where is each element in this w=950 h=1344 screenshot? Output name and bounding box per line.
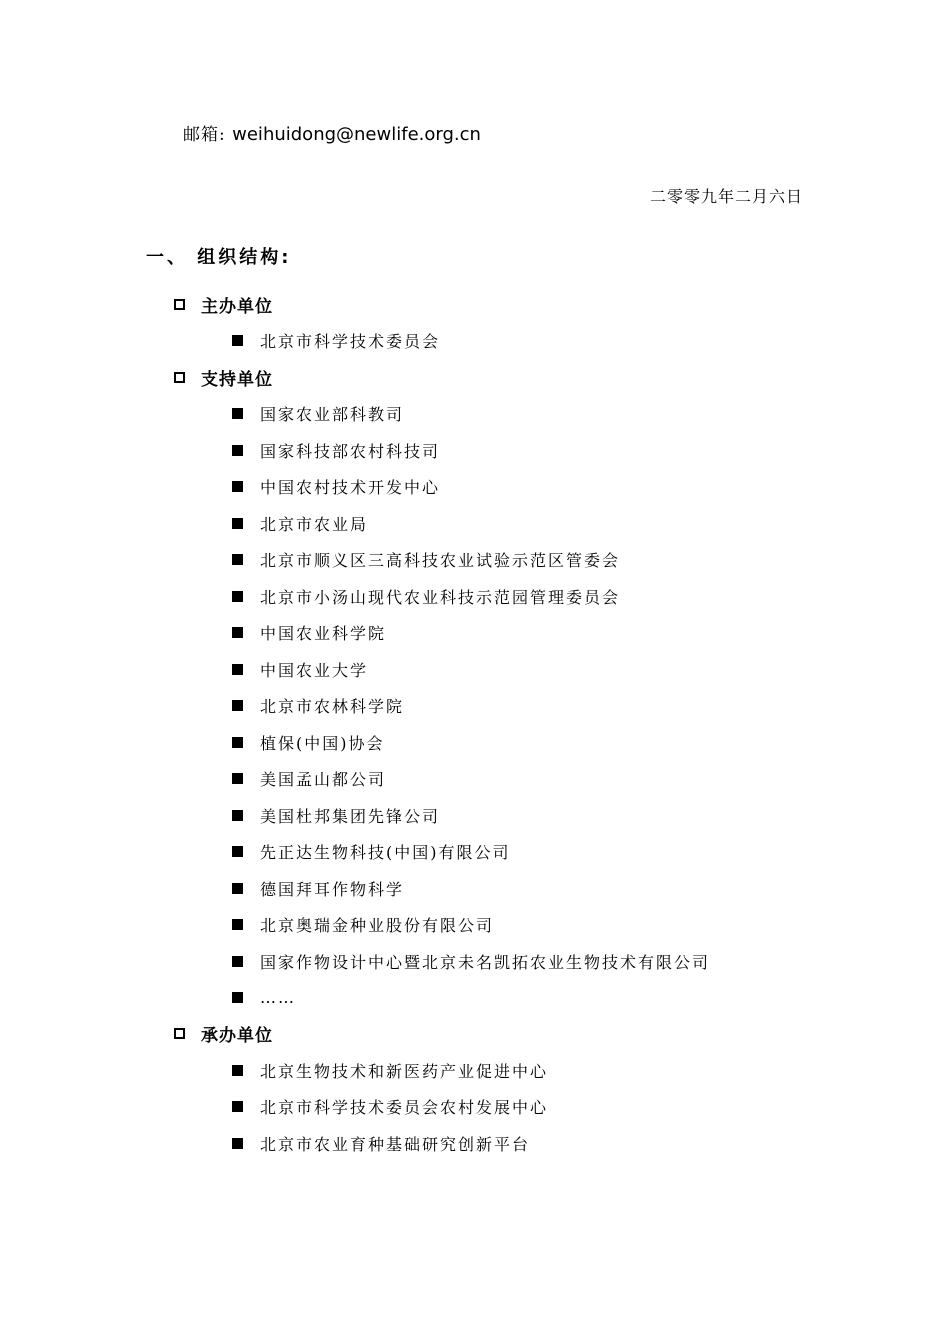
filled-square-bullet-icon — [232, 335, 243, 346]
list-item — [232, 948, 710, 974]
email-line — [183, 120, 481, 145]
hollow-square-bullet-icon — [174, 372, 185, 383]
list-item — [232, 619, 386, 645]
list-item-text: 美国孟山都公司 — [260, 769, 387, 789]
group-title: 主办单位 — [201, 296, 273, 317]
list-item — [232, 692, 404, 718]
list-item — [232, 327, 440, 353]
list-item — [232, 1130, 530, 1156]
filled-square-bullet-icon — [232, 591, 243, 602]
hollow-square-bullet-icon — [174, 1028, 185, 1039]
list-item — [232, 984, 296, 1010]
list-item — [232, 765, 386, 791]
list-item-text: 国家科技部农村科技司 — [260, 441, 441, 461]
filled-square-bullet-icon — [232, 627, 243, 638]
list-item-text: 北京生物技术和新医药产业促进中心 — [260, 1061, 549, 1081]
email-label: 邮箱: — [183, 125, 226, 145]
filled-square-bullet-icon — [232, 1065, 243, 1076]
list-item — [232, 400, 404, 426]
filled-square-bullet-icon — [232, 992, 243, 1003]
list-item-text: 植保(中国)协会 — [260, 733, 385, 753]
list-item-text: 德国拜耳作物科学 — [260, 879, 405, 899]
list-item — [232, 838, 511, 864]
list-item-text: 北京市小汤山现代农业科技示范园管理委员会 — [260, 587, 621, 607]
list-item-text: 北京市科学技术委员会农村发展中心 — [260, 1097, 549, 1117]
email-address: weihuidong@newlife.org.cn — [232, 124, 481, 145]
list-item-text: 国家农业部科教司 — [260, 404, 405, 424]
list-item-text: 国家作物设计中心暨北京未名凯拓农业生物技术有限公司 — [260, 952, 711, 972]
filled-square-bullet-icon — [232, 883, 243, 894]
filled-square-bullet-icon — [232, 445, 243, 456]
list-item-text: 中国农村技术开发中心 — [260, 477, 441, 497]
filled-square-bullet-icon — [232, 1138, 243, 1149]
group-support — [174, 364, 273, 390]
filled-square-bullet-icon — [232, 1101, 243, 1112]
hollow-square-bullet-icon — [174, 299, 185, 310]
group-title: 承办单位 — [201, 1025, 273, 1046]
list-item — [232, 1093, 548, 1119]
list-item — [232, 473, 440, 499]
document-date: 二零零九年二月六日 — [649, 187, 803, 206]
list-item-text: 北京市农业局 — [260, 514, 369, 534]
list-item — [232, 875, 404, 901]
filled-square-bullet-icon — [232, 919, 243, 930]
list-item — [232, 546, 620, 572]
list-item — [232, 510, 368, 536]
section-title: 一、 组织结构: — [146, 247, 292, 268]
filled-square-bullet-icon — [232, 700, 243, 711]
filled-square-bullet-icon — [232, 846, 243, 857]
group-organizer — [174, 1020, 273, 1046]
list-item-text: 中国农业大学 — [260, 660, 369, 680]
filled-square-bullet-icon — [232, 810, 243, 821]
filled-square-bullet-icon — [232, 773, 243, 784]
list-item-text: 北京市农林科学院 — [260, 696, 405, 716]
list-item — [232, 656, 368, 682]
list-item — [232, 1057, 548, 1083]
filled-square-bullet-icon — [232, 737, 243, 748]
list-item-text: 先正达生物科技(中国)有限公司 — [260, 842, 511, 862]
list-item — [232, 437, 440, 463]
group-host — [174, 291, 273, 317]
list-item-text: 北京市科学技术委员会 — [260, 331, 441, 351]
list-item-text: 北京市顺义区三高科技农业试验示范区管委会 — [260, 550, 621, 570]
list-item-text: 美国杜邦集团先锋公司 — [260, 806, 441, 826]
filled-square-bullet-icon — [232, 664, 243, 675]
list-item-text: 中国农业科学院 — [260, 623, 387, 643]
list-item — [232, 729, 385, 755]
group-title: 支持单位 — [201, 369, 273, 390]
list-item — [232, 911, 494, 937]
list-item-text: …… — [260, 987, 296, 1007]
list-item — [232, 802, 440, 828]
list-item — [232, 583, 620, 609]
list-item-text: 北京市农业育种基础研究创新平台 — [260, 1134, 531, 1154]
filled-square-bullet-icon — [232, 518, 243, 529]
filled-square-bullet-icon — [232, 481, 243, 492]
filled-square-bullet-icon — [232, 554, 243, 565]
list-item-text: 北京奥瑞金种业股份有限公司 — [260, 915, 495, 935]
filled-square-bullet-icon — [232, 956, 243, 967]
filled-square-bullet-icon — [232, 408, 243, 419]
